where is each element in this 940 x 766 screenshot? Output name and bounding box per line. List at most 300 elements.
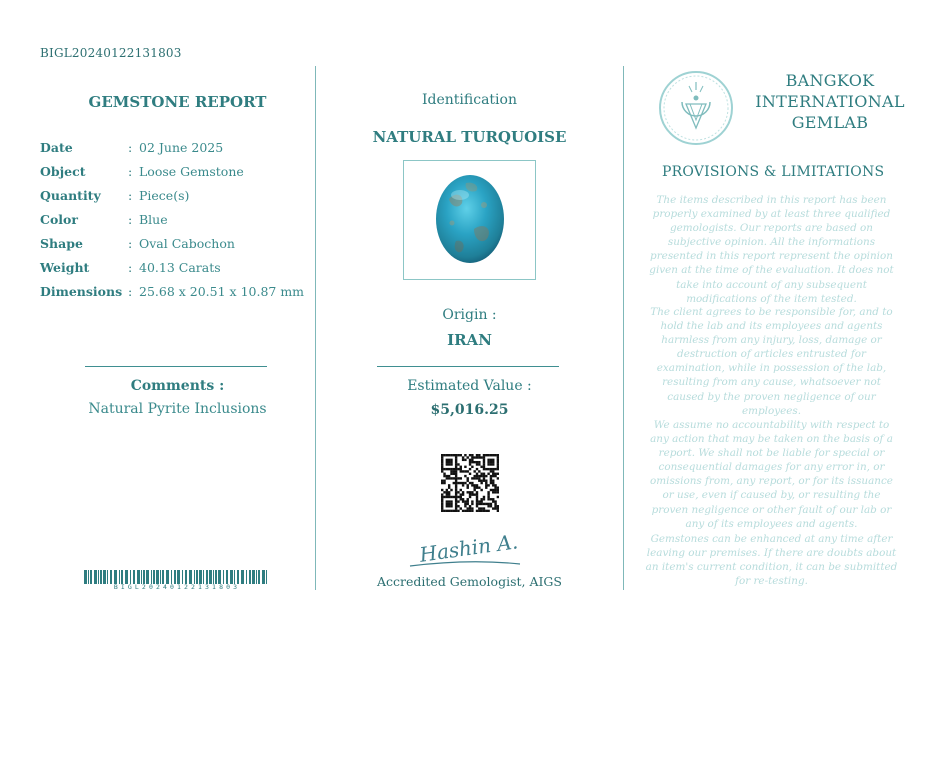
lab-name-line: INTERNATIONAL bbox=[755, 92, 905, 111]
qr-cell bbox=[441, 498, 443, 500]
barcode-bar bbox=[114, 570, 117, 584]
qr-cell bbox=[469, 463, 471, 465]
barcode-bar bbox=[90, 570, 92, 584]
barcode-bar bbox=[246, 570, 247, 584]
barcode-bar bbox=[121, 570, 123, 584]
barcode-bar bbox=[262, 570, 265, 584]
barcode-bar bbox=[266, 570, 267, 584]
qr-cell bbox=[464, 466, 466, 468]
qr-cell bbox=[476, 498, 478, 500]
qr-cell bbox=[492, 461, 494, 463]
qr-cell bbox=[441, 503, 443, 505]
qr-cell bbox=[450, 468, 452, 470]
qr-cell bbox=[455, 475, 457, 477]
qr-cell bbox=[487, 484, 489, 486]
qr-cell bbox=[469, 468, 471, 470]
qr-cell bbox=[478, 500, 480, 502]
qr-cell bbox=[485, 484, 487, 486]
barcode-bar bbox=[185, 570, 187, 584]
report-title: GEMSTONE REPORT bbox=[88, 93, 267, 111]
detail-label: Quantity bbox=[40, 188, 101, 203]
qr-cell bbox=[476, 503, 478, 505]
signature bbox=[402, 524, 532, 574]
barcode-bar bbox=[162, 570, 164, 584]
barcode-text: BIGL20240122131803 bbox=[113, 583, 241, 591]
qr-cell bbox=[487, 463, 489, 465]
qr-cell bbox=[485, 482, 487, 484]
qr-cell bbox=[471, 459, 473, 461]
qr-cell bbox=[455, 510, 457, 512]
qr-cell bbox=[473, 477, 475, 479]
qr-cell bbox=[450, 496, 452, 498]
barcode-bar bbox=[258, 570, 260, 584]
qr-cell bbox=[492, 473, 494, 475]
qr-cell bbox=[450, 500, 452, 502]
qr-cell bbox=[450, 473, 452, 475]
qr-cell bbox=[485, 486, 487, 488]
qr-cell bbox=[480, 473, 482, 475]
qr-cell bbox=[494, 484, 496, 486]
qr-cell bbox=[483, 468, 485, 470]
qr-cell bbox=[487, 468, 489, 470]
qr-cell bbox=[455, 491, 457, 493]
qr-cell bbox=[450, 459, 452, 461]
qr-cell bbox=[494, 473, 496, 475]
detail-label: Object bbox=[40, 164, 86, 179]
qr-cell bbox=[462, 510, 464, 512]
detail-label: Dimensions bbox=[40, 284, 123, 299]
qr-cell bbox=[455, 456, 457, 458]
report-id: BIGL20240122131803 bbox=[40, 46, 182, 60]
qr-cell bbox=[455, 505, 457, 507]
lab-logo-icon bbox=[656, 68, 736, 148]
qr-cell bbox=[497, 473, 499, 475]
qr-cell bbox=[448, 459, 450, 461]
barcode-bar bbox=[119, 570, 120, 584]
qr-cell bbox=[497, 505, 499, 507]
barcode-bar bbox=[223, 570, 224, 584]
qr-cell bbox=[480, 503, 482, 505]
qr-cell bbox=[441, 489, 443, 491]
barcode-bar bbox=[151, 570, 152, 584]
barcode-bar bbox=[218, 570, 221, 584]
barcode-bar bbox=[88, 570, 89, 584]
qr-cell bbox=[450, 463, 452, 465]
qr-cell bbox=[469, 510, 471, 512]
qr-cell bbox=[497, 459, 499, 461]
qr-cell bbox=[480, 466, 482, 468]
barcode-bar bbox=[241, 570, 244, 584]
qr-cell bbox=[446, 503, 448, 505]
detail-value: Loose Gemstone bbox=[139, 164, 244, 179]
qr-cell bbox=[494, 503, 496, 505]
qr-cell bbox=[492, 459, 494, 461]
qr-cell bbox=[490, 461, 492, 463]
qr-cell bbox=[467, 491, 469, 493]
qr-cell bbox=[478, 454, 480, 456]
qr-cell bbox=[453, 496, 455, 498]
qr-cell bbox=[469, 461, 471, 463]
qr-cell bbox=[480, 482, 482, 484]
qr-cell bbox=[497, 489, 499, 491]
qr-cell bbox=[494, 491, 496, 493]
qr-cell bbox=[441, 461, 443, 463]
qr-cell bbox=[448, 468, 450, 470]
qr-cell bbox=[446, 454, 448, 456]
qr-cell bbox=[455, 496, 457, 498]
qr-cell bbox=[471, 510, 473, 512]
estimated-value-label: Estimated Value : bbox=[407, 378, 532, 394]
barcode-bar bbox=[153, 570, 155, 584]
qr-cell bbox=[492, 480, 494, 482]
qr-cell bbox=[476, 500, 478, 502]
detail-value: Oval Cabochon bbox=[139, 236, 235, 251]
qr-cell bbox=[476, 468, 478, 470]
qr-cell bbox=[448, 463, 450, 465]
qr-cell bbox=[467, 503, 469, 505]
qr-cell bbox=[476, 454, 478, 456]
qr-cell bbox=[464, 482, 466, 484]
qr-cell bbox=[455, 473, 457, 475]
barcode-bar bbox=[160, 570, 161, 584]
qr-cell bbox=[476, 505, 478, 507]
qr-cell bbox=[471, 484, 473, 486]
qr-cell bbox=[478, 477, 480, 479]
qr-cell bbox=[464, 510, 466, 512]
barcode-bar bbox=[209, 570, 212, 584]
barcode-bar bbox=[230, 570, 233, 584]
qr-cell bbox=[485, 454, 487, 456]
divider-right bbox=[623, 66, 624, 590]
qr-cell bbox=[492, 463, 494, 465]
qr-cell bbox=[441, 466, 443, 468]
origin-value: IRAN bbox=[447, 331, 492, 349]
qr-cell bbox=[441, 463, 443, 465]
qr-cell bbox=[455, 463, 457, 465]
qr-cell bbox=[480, 500, 482, 502]
qr-cell bbox=[467, 456, 469, 458]
qr-cell bbox=[464, 454, 466, 456]
qr-cell bbox=[453, 454, 455, 456]
qr-cell bbox=[443, 491, 445, 493]
qr-cell bbox=[467, 470, 469, 472]
qr-cell bbox=[492, 489, 494, 491]
barcode-bar bbox=[203, 570, 204, 584]
qr-cell bbox=[485, 480, 487, 482]
qr-cell bbox=[492, 454, 494, 456]
qr-cell bbox=[487, 473, 489, 475]
qr-cell bbox=[457, 468, 459, 470]
qr-cell bbox=[492, 470, 494, 472]
qr-cell bbox=[453, 470, 455, 472]
qr-cell bbox=[457, 463, 459, 465]
qr-cell bbox=[455, 454, 457, 456]
qr-cell bbox=[457, 500, 459, 502]
qr-cell bbox=[455, 507, 457, 509]
qr-cell bbox=[487, 498, 489, 500]
barcode-bar bbox=[98, 570, 99, 584]
qr-cell bbox=[494, 489, 496, 491]
qr-cell bbox=[453, 468, 455, 470]
qr-cell bbox=[450, 454, 452, 456]
barcode-bar bbox=[215, 570, 217, 584]
qr-cell bbox=[443, 496, 445, 498]
qr-cell bbox=[457, 477, 459, 479]
qr-cell bbox=[492, 498, 494, 500]
barcode-bar bbox=[141, 570, 142, 584]
qr-cell bbox=[476, 484, 478, 486]
gem-image-frame bbox=[403, 160, 536, 280]
barcode-bar bbox=[100, 570, 102, 584]
qr-cell bbox=[487, 491, 489, 493]
qr-cell bbox=[457, 496, 459, 498]
qr-cell bbox=[476, 475, 478, 477]
qr-cell bbox=[446, 463, 448, 465]
barcode-bar bbox=[146, 570, 149, 584]
qr-cell bbox=[455, 503, 457, 505]
qr-cell bbox=[497, 468, 499, 470]
qr-cell bbox=[497, 507, 499, 509]
qr-cell bbox=[478, 507, 480, 509]
qr-cell bbox=[483, 503, 485, 505]
qr-cell bbox=[490, 477, 492, 479]
qr-cell bbox=[455, 489, 457, 491]
provisions-paragraph: We assume no accountability with respect to any action that may be taken on the basis of a report. We shall not be liable for special or consequential damages for any error in, or omissions from, any report, or for its issuance or use, even if caused by, or resulting the proven negligence or other fault of our lab or any of its employees and agents. bbox=[650, 419, 893, 530]
qr-cell bbox=[467, 484, 469, 486]
qr-cell bbox=[462, 470, 464, 472]
barcode-bar bbox=[206, 570, 208, 584]
qr-cell bbox=[457, 482, 459, 484]
qr-cell bbox=[476, 461, 478, 463]
qr-cell bbox=[448, 493, 450, 495]
qr-cell bbox=[460, 493, 462, 495]
qr-cell bbox=[490, 489, 492, 491]
comments-label: Comments : bbox=[130, 378, 225, 394]
qr-cell bbox=[473, 493, 475, 495]
barcode-bar bbox=[137, 570, 140, 584]
qr-cell bbox=[467, 510, 469, 512]
qr-cell bbox=[441, 459, 443, 461]
detail-value: Piece(s) bbox=[139, 188, 190, 203]
qr-cell bbox=[494, 500, 496, 502]
barcode-bar bbox=[171, 570, 172, 584]
qr-cell bbox=[494, 454, 496, 456]
qr-cell bbox=[497, 454, 499, 456]
qr-cell bbox=[455, 468, 457, 470]
qr-cell bbox=[490, 498, 492, 500]
qr-cell bbox=[448, 491, 450, 493]
qr-cell bbox=[480, 475, 482, 477]
qr-cell bbox=[443, 468, 445, 470]
qr-cell bbox=[497, 461, 499, 463]
qr-cell bbox=[446, 461, 448, 463]
qr-cell bbox=[471, 461, 473, 463]
qr-cell bbox=[490, 475, 492, 477]
qr-cell bbox=[471, 493, 473, 495]
qr-cell bbox=[469, 454, 471, 456]
qr-cell bbox=[460, 468, 462, 470]
qr-cell bbox=[448, 454, 450, 456]
qr-cell bbox=[473, 470, 475, 472]
qr-cell bbox=[497, 510, 499, 512]
qr-cell bbox=[494, 475, 496, 477]
qr-cell bbox=[446, 496, 448, 498]
qr-cell bbox=[471, 454, 473, 456]
provisions-paragraph: The client agrees to be responsible for, and to hold the lab and its employees and agents harmless from any injury, loss, damage or destruction of articles entrusted for examination, while in possession of the lab, resulting from any cause, whatsoever not caused by the proven negligence of our employees. bbox=[650, 306, 893, 417]
barcode-bar bbox=[174, 570, 176, 584]
qr-cell bbox=[471, 477, 473, 479]
qr-cell bbox=[492, 475, 494, 477]
qr-cell bbox=[476, 493, 478, 495]
barcode-bar bbox=[107, 570, 108, 584]
qr-cell bbox=[487, 493, 489, 495]
detail-row-date: Date : 02 June 2025 bbox=[40, 140, 224, 155]
qr-cell bbox=[448, 477, 450, 479]
qr-cell bbox=[485, 468, 487, 470]
qr-cell bbox=[443, 482, 445, 484]
qr-cell bbox=[455, 470, 457, 472]
qr-cell bbox=[485, 503, 487, 505]
qr-cell bbox=[471, 456, 473, 458]
qr-cell bbox=[462, 498, 464, 500]
qr-cell bbox=[455, 498, 457, 500]
detail-label: Date bbox=[40, 140, 73, 155]
qr-cell bbox=[467, 507, 469, 509]
qr-cell bbox=[476, 477, 478, 479]
qr-cell bbox=[497, 456, 499, 458]
barcode-bar bbox=[256, 570, 257, 584]
qr-cell bbox=[478, 475, 480, 477]
qr-cell bbox=[478, 486, 480, 488]
qr-cell bbox=[483, 456, 485, 458]
qr-cell bbox=[455, 484, 457, 486]
qr-code[interactable] bbox=[441, 454, 499, 512]
barcode-bar bbox=[199, 570, 202, 584]
qr-cell bbox=[467, 477, 469, 479]
qr-cell bbox=[478, 480, 480, 482]
qr-cell bbox=[457, 454, 459, 456]
qr-cell bbox=[460, 470, 462, 472]
qr-cell bbox=[492, 482, 494, 484]
qr-cell bbox=[450, 470, 452, 472]
signature-text: Hashin A. bbox=[418, 529, 520, 567]
qr-cell bbox=[476, 456, 478, 458]
gemologist-title: Accredited Gemologist, AIGS bbox=[377, 574, 562, 589]
qr-cell bbox=[483, 463, 485, 465]
qr-cell bbox=[446, 459, 448, 461]
qr-cell bbox=[446, 500, 448, 502]
qr-cell bbox=[471, 482, 473, 484]
qr-cell bbox=[450, 505, 452, 507]
qr-cell bbox=[455, 500, 457, 502]
qr-cell bbox=[476, 496, 478, 498]
qr-cell bbox=[467, 500, 469, 502]
qr-cell bbox=[487, 510, 489, 512]
qr-cell bbox=[441, 482, 443, 484]
qr-cell bbox=[490, 459, 492, 461]
qr-cell bbox=[446, 510, 448, 512]
qr-cell bbox=[462, 491, 464, 493]
qr-cell bbox=[453, 473, 455, 475]
qr-cell bbox=[455, 482, 457, 484]
barcode-bar bbox=[110, 570, 112, 584]
qr-cell bbox=[469, 507, 471, 509]
qr-cell bbox=[471, 491, 473, 493]
barcode-bar bbox=[166, 570, 169, 584]
qr-cell bbox=[448, 496, 450, 498]
qr-cell bbox=[455, 466, 457, 468]
qr-cell bbox=[494, 507, 496, 509]
qr-cell bbox=[455, 486, 457, 488]
detail-row-shape: Shape : Oval Cabochon bbox=[40, 236, 235, 251]
qr-cell bbox=[443, 510, 445, 512]
barcode-bar bbox=[249, 570, 251, 584]
qr-cell bbox=[460, 507, 462, 509]
qr-cell bbox=[497, 491, 499, 493]
barcode-bar bbox=[226, 570, 228, 584]
qr-cell bbox=[483, 496, 485, 498]
qr-cell bbox=[453, 482, 455, 484]
qr-cell bbox=[497, 466, 499, 468]
qr-cell bbox=[441, 480, 443, 482]
details-list bbox=[40, 140, 310, 308]
qr-cell bbox=[455, 459, 457, 461]
qr-cell bbox=[490, 480, 492, 482]
qr-cell bbox=[483, 459, 485, 461]
qr-cell bbox=[494, 505, 496, 507]
provisions-paragraph: The items described in this report has been properly examined by at least three qualified gemologists. Our reports are based on subjective opinion. All the informations presented in this report represent the opinion given at the time of the evaluation. It does not take into account of any subsequent modifications of the item tested. bbox=[649, 194, 894, 305]
qr-cell bbox=[492, 484, 494, 486]
qr-cell bbox=[483, 461, 485, 463]
qr-cell bbox=[485, 475, 487, 477]
provisions-paragraph: Gemstones can be enhanced at any time after leaving our premises. If there are doubts about an item's current condition, it can be submitted for re-testing. bbox=[645, 533, 898, 588]
detail-row-object: Object : Loose Gemstone bbox=[40, 164, 244, 179]
qr-cell bbox=[460, 498, 462, 500]
qr-cell bbox=[464, 500, 466, 502]
detail-label: Weight bbox=[40, 260, 90, 275]
qr-cell bbox=[448, 505, 450, 507]
qr-cell bbox=[446, 468, 448, 470]
qr-cell bbox=[471, 503, 473, 505]
qr-cell bbox=[476, 463, 478, 465]
qr-cell bbox=[448, 500, 450, 502]
qr-cell bbox=[448, 484, 450, 486]
identification-value: NATURAL TURQUOISE bbox=[372, 128, 567, 146]
barcode-bar bbox=[125, 570, 128, 584]
qr-cell bbox=[455, 461, 457, 463]
qr-cell bbox=[483, 480, 485, 482]
barcode-bar bbox=[234, 570, 235, 584]
qr-cell bbox=[476, 491, 478, 493]
qr-cell bbox=[443, 475, 445, 477]
barcode-bar bbox=[196, 570, 198, 584]
qr-cell bbox=[497, 496, 499, 498]
qr-cell bbox=[450, 510, 452, 512]
qr-cell bbox=[441, 493, 443, 495]
origin-label: Origin : bbox=[442, 307, 497, 323]
qr-cell bbox=[455, 480, 457, 482]
qr-cell bbox=[450, 503, 452, 505]
qr-cell bbox=[450, 477, 452, 479]
qr-cell bbox=[483, 473, 485, 475]
lab-name-line: BANGKOK bbox=[785, 71, 875, 90]
detail-row-quantity: Quantity : Piece(s) bbox=[40, 188, 190, 203]
qr-cell bbox=[480, 498, 482, 500]
qr-cell bbox=[469, 473, 471, 475]
qr-cell bbox=[446, 489, 448, 491]
qr-cell bbox=[471, 500, 473, 502]
qr-cell bbox=[441, 454, 443, 456]
